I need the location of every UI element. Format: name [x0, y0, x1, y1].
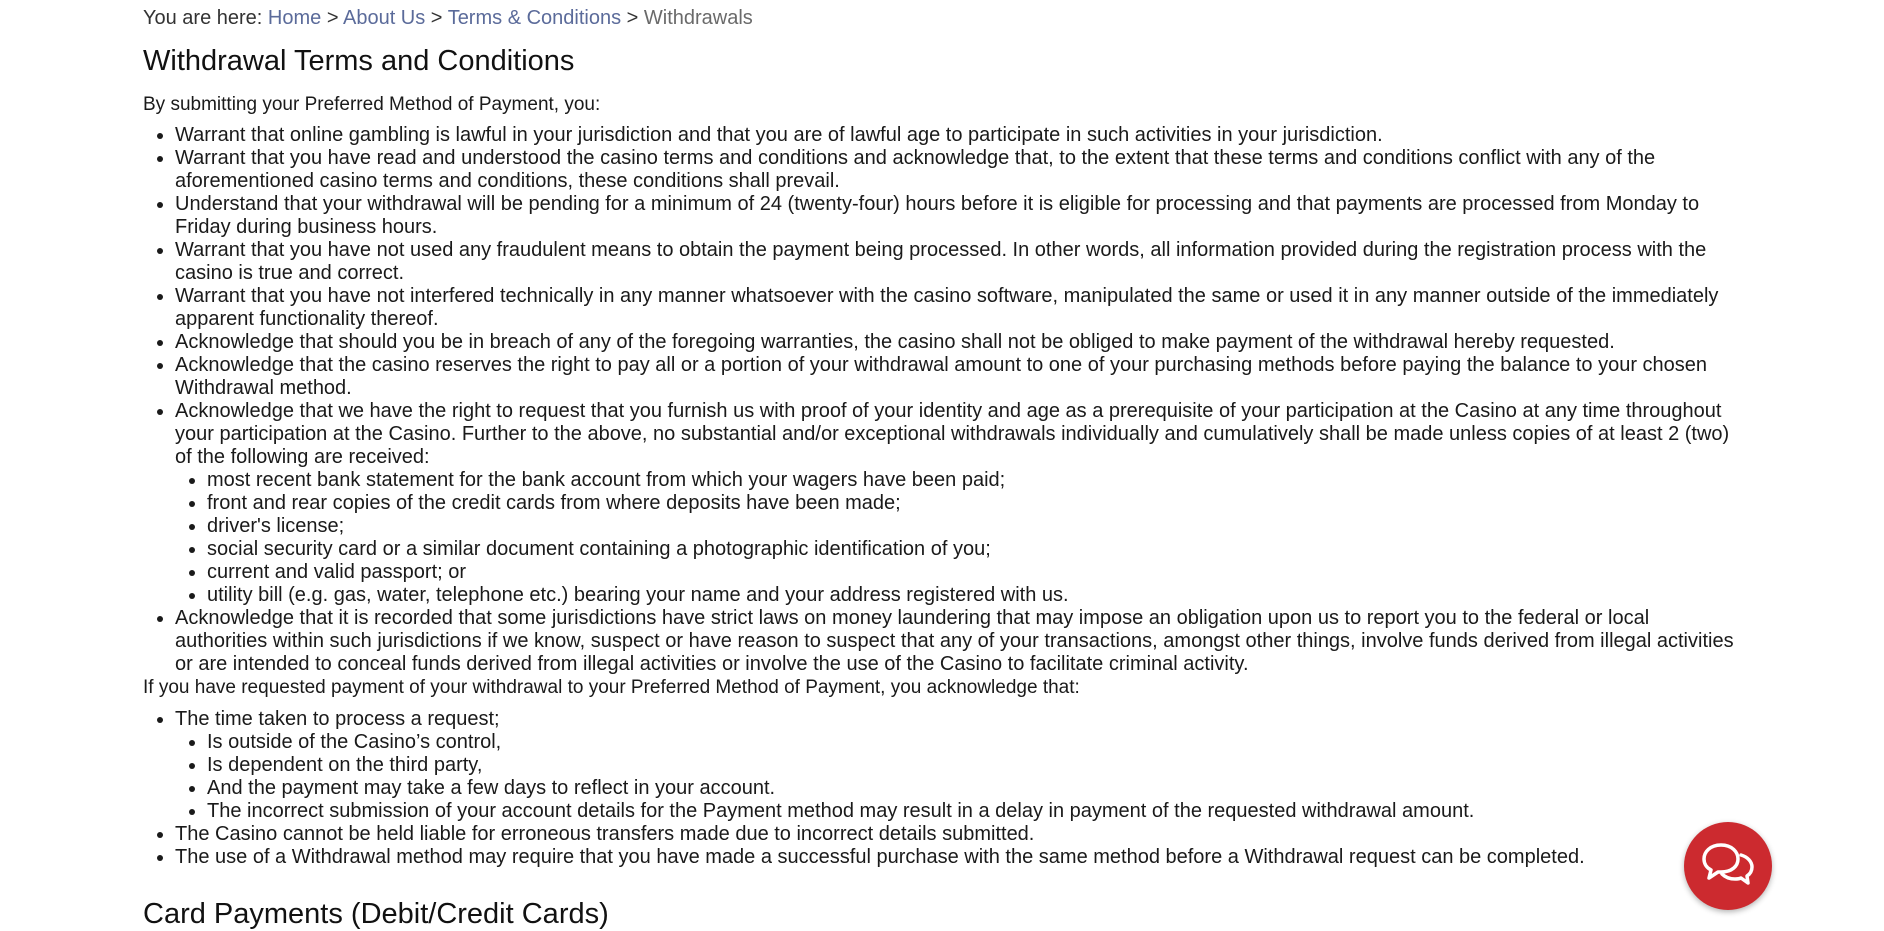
- list-item: • Acknowledge that should you be in breach of any of the foregoing warranties, the casino shall not be obliged to make payment of the withdrawal hereby requested.: [175, 331, 1743, 354]
- list-item: • Warrant that online gambling is lawful in your jurisdiction and that you are of lawful age to participate in such activities in your jurisdiction.: [175, 124, 1743, 147]
- sub-list-item: • most recent bank statement for the bank account from which your wagers have been paid;: [207, 469, 1743, 492]
- list-item: • Warrant that you have read and understood the casino terms and conditions and acknowledge that, to the extent that these terms and conditions conflict with any of the aforementioned casino terms and conditions, these conditions shall prevail.: [175, 147, 1743, 193]
- warranties-list: [143, 124, 1743, 676]
- chat-bubbles-icon: [1701, 841, 1755, 892]
- breadcrumb-prefix: You are here:: [143, 7, 263, 29]
- time-notes-sublist: [175, 731, 1743, 823]
- list-item: • Acknowledge that it is recorded that some jurisdictions have strict laws on money laundering that may impose an obligation upon us to report you to the federal or local authorities within such jurisdictions if we know, suspect or have reason to suspect that any of your transactions, amongst other things, involve funds derived from illegal activities or are intended to conceal funds derived from illegal activities or involve the use of the Casino to facilitate criminal activity.: [175, 607, 1743, 676]
- list-item-with-sublist: [175, 400, 1743, 607]
- sub-list-item: • The incorrect submission of your account details for the Payment method may result in a delay in payment of the requested withdrawal amount.: [207, 800, 1743, 823]
- list-item-with-sublist: [175, 708, 1743, 823]
- acknowledgements-list: [143, 708, 1743, 869]
- breadcrumb: [143, 6, 1743, 30]
- documents-sublist: [175, 469, 1743, 607]
- sub-list-item: • And the payment may take a few days to reflect in your account.: [207, 777, 1743, 800]
- breadcrumb-separator: >: [326, 7, 343, 29]
- list-item-text: Acknowledge that we have the right to request that you furnish us with proof of your identity and age as a prerequisite of your participation at the Casino at any time throughout your participation at the Casino. Further to the above, no substantial and/or exceptional withdrawals individually and cumulatively shall be made unless copies of at least 2 (two) of the following are received:: [175, 400, 1730, 468]
- breadcrumb-separator: >: [425, 7, 448, 29]
- list-item-text: The time taken to process a request;: [175, 708, 500, 730]
- list-item: • The Casino cannot be held liable for erroneous transfers made due to incorrect details submitted.: [175, 823, 1743, 846]
- list-item: • Understand that your withdrawal will be pending for a minimum of 24 (twenty-four) hours before it is eligible for processing and that payments are processed from Monday to Friday during business hours.: [175, 193, 1743, 239]
- live-chat-button[interactable]: [1684, 822, 1772, 910]
- sub-list-item: • current and valid passport; or: [207, 561, 1743, 584]
- list-item: • Warrant that you have not interfered technically in any manner whatsoever with the casino software, manipulated the same or used it in any manner outside of the immediately apparent functionality thereof.: [175, 285, 1743, 331]
- breadcrumb-separator: >: [621, 7, 644, 29]
- breadcrumb-about-link[interactable]: About Us: [342, 7, 426, 29]
- page-title: Withdrawal Terms and Conditions: [143, 45, 575, 77]
- breadcrumb-current: Withdrawals: [643, 7, 753, 29]
- sub-list-item: • Is outside of the Casino’s control,: [207, 731, 1743, 754]
- section-heading-card-payments: Card Payments (Debit/Credit Cards): [143, 898, 609, 930]
- sub-list-item: • front and rear copies of the credit cards from where deposits have been made;: [207, 492, 1743, 515]
- intro-paragraph: By submitting your Preferred Method of Payment, you:: [143, 94, 601, 115]
- list-item: • The use of a Withdrawal method may require that you have made a successful purchase with the same method before a Withdrawal request can be completed.: [175, 846, 1743, 869]
- list-item: • Acknowledge that the casino reserves the right to pay all or a portion of your withdrawal amount to one of your purchasing methods before paying the balance to your chosen Withdrawal method.: [175, 354, 1743, 400]
- sub-list-item: • driver's license;: [207, 515, 1743, 538]
- breadcrumb-terms-link[interactable]: Terms & Conditions: [447, 7, 622, 29]
- list-item: • Warrant that you have not used any fraudulent means to obtain the payment being processed. In other words, all information provided during the registration process with the casino is true and correct.: [175, 239, 1743, 285]
- breadcrumb-home-link[interactable]: Home: [267, 7, 322, 29]
- sub-list-item: • utility bill (e.g. gas, water, telephone etc.) bearing your name and your address registered with us.: [207, 584, 1743, 607]
- sub-list-item: • Is dependent on the third party,: [207, 754, 1743, 777]
- sub-list-item: • social security card or a similar document containing a photographic identification of you;: [207, 538, 1743, 561]
- page-content: [143, 0, 1743, 931]
- mid-paragraph: If you have requested payment of your withdrawal to your Preferred Method of Payment, you acknowledge that:: [143, 677, 1080, 698]
